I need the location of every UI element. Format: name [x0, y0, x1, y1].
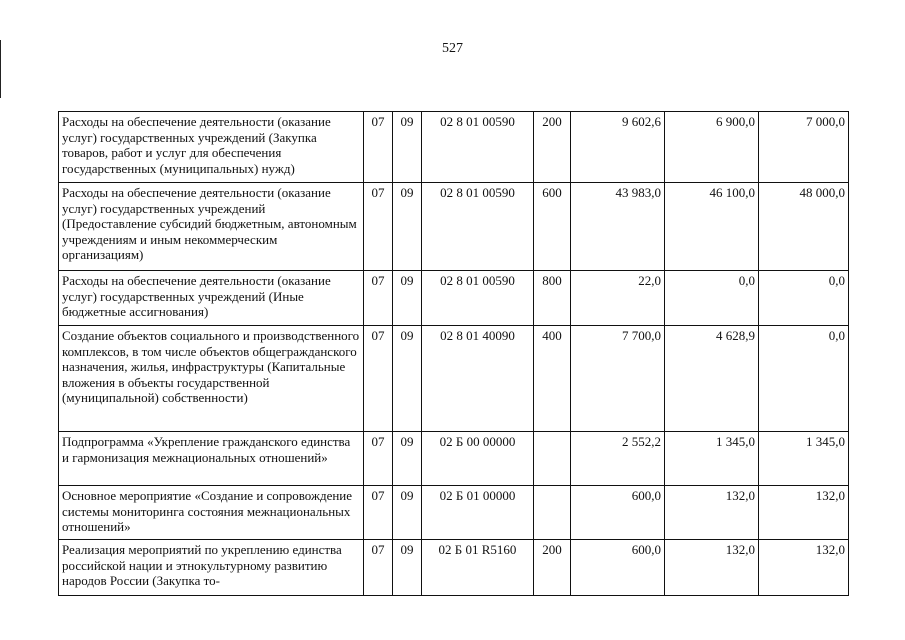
- amount-year3-cell: 132,0: [759, 486, 849, 540]
- target-article-cell: 02 Б 01 00000: [422, 486, 534, 540]
- expense-name: Реализация мероприятий по укреплению единства российской нации и этнокультурному развитию народов России (Закупка то-: [62, 542, 342, 588]
- amount-year3-cell: 132,0: [759, 540, 849, 596]
- section-code-cell: 07: [364, 183, 393, 271]
- expense-name-cell: [59, 486, 364, 540]
- expense-type-cell: 800: [534, 271, 571, 326]
- section-code-cell: 07: [364, 112, 393, 183]
- expense-name: Основное мероприятие «Создание и сопровождение системы мониторинга состояния межнациональных отношений»: [62, 488, 353, 534]
- table-row: [59, 486, 849, 540]
- expense-name: Расходы на обеспечение деятельности (оказание услуг) государственных учреждений (Закупка товаров, работ и услуг для обеспечения государственных (муниципальных) нужд): [62, 114, 331, 176]
- subsection-code-cell: 09: [393, 326, 422, 432]
- target-article-cell: 02 8 01 00590: [422, 271, 534, 326]
- amount-year3-cell: 48 000,0: [759, 183, 849, 271]
- amount-year1-cell: 600,0: [571, 486, 665, 540]
- subsection-code-cell: 09: [393, 540, 422, 596]
- amount-year2-cell: 6 900,0: [665, 112, 759, 183]
- section-code-cell: 07: [364, 540, 393, 596]
- expense-name-cell: [59, 271, 364, 326]
- section-code-cell: 07: [364, 432, 393, 486]
- expense-name: Создание объектов социального и производственного комплексов, в том числе объектов общегражданского назначения, жилья, инфраструктуры (Капитальные вложения в объекты государственной (муниципальной) собственности): [62, 328, 360, 405]
- amount-year3-cell: 0,0: [759, 271, 849, 326]
- expense-type-cell: [534, 432, 571, 486]
- expense-name: Подпрограмма «Укрепление гражданского единства и гармонизация межнациональных отношений»: [62, 434, 351, 465]
- table-row: [59, 540, 849, 596]
- expense-name: Расходы на обеспечение деятельности (оказание услуг) государственных учреждений (Предоставление субсидий бюджетным, автономным учреждениям и иным некоммерческим организациям): [62, 185, 357, 262]
- expense-name-cell: [59, 112, 364, 183]
- expense-name: Расходы на обеспечение деятельности (оказание услуг) государственных учреждений (Иные бюджетные ассигнования): [62, 273, 331, 319]
- amount-year3-cell: 1 345,0: [759, 432, 849, 486]
- amount-year1-cell: 9 602,6: [571, 112, 665, 183]
- amount-year1-cell: 600,0: [571, 540, 665, 596]
- amount-year1-cell: 7 700,0: [571, 326, 665, 432]
- target-article-cell: 02 Б 00 00000: [422, 432, 534, 486]
- expense-name-cell: [59, 183, 364, 271]
- amount-year1-cell: 2 552,2: [571, 432, 665, 486]
- expense-type-cell: 200: [534, 112, 571, 183]
- amount-year2-cell: 1 345,0: [665, 432, 759, 486]
- table-row: [59, 183, 849, 271]
- amount-year2-cell: 46 100,0: [665, 183, 759, 271]
- expense-name-cell: [59, 432, 364, 486]
- amount-year2-cell: 4 628,9: [665, 326, 759, 432]
- expense-name-cell: [59, 540, 364, 596]
- amount-year3-cell: 0,0: [759, 326, 849, 432]
- target-article-cell: 02 Б 01 R5160: [422, 540, 534, 596]
- expense-type-cell: 200: [534, 540, 571, 596]
- budget-table: [58, 111, 849, 596]
- page-number: 527: [442, 41, 463, 56]
- table-row: [59, 432, 849, 486]
- amount-year2-cell: 132,0: [665, 486, 759, 540]
- amount-year2-cell: 132,0: [665, 540, 759, 596]
- subsection-code-cell: 09: [393, 432, 422, 486]
- subsection-code-cell: 09: [393, 112, 422, 183]
- table-row: [59, 326, 849, 432]
- section-code-cell: 07: [364, 271, 393, 326]
- amount-year2-cell: 0,0: [665, 271, 759, 326]
- expense-type-cell: 400: [534, 326, 571, 432]
- expense-type-cell: 600: [534, 183, 571, 271]
- expense-name-cell: [59, 326, 364, 432]
- section-code-cell: 07: [364, 486, 393, 540]
- table-row: [59, 271, 849, 326]
- target-article-cell: 02 8 01 00590: [422, 112, 534, 183]
- subsection-code-cell: 09: [393, 486, 422, 540]
- amount-year1-cell: 22,0: [571, 271, 665, 326]
- amount-year3-cell: 7 000,0: [759, 112, 849, 183]
- target-article-cell: 02 8 01 00590: [422, 183, 534, 271]
- target-article-cell: 02 8 01 40090: [422, 326, 534, 432]
- subsection-code-cell: 09: [393, 183, 422, 271]
- table-row: [59, 112, 849, 183]
- expense-type-cell: [534, 486, 571, 540]
- subsection-code-cell: 09: [393, 271, 422, 326]
- amount-year1-cell: 43 983,0: [571, 183, 665, 271]
- section-code-cell: 07: [364, 326, 393, 432]
